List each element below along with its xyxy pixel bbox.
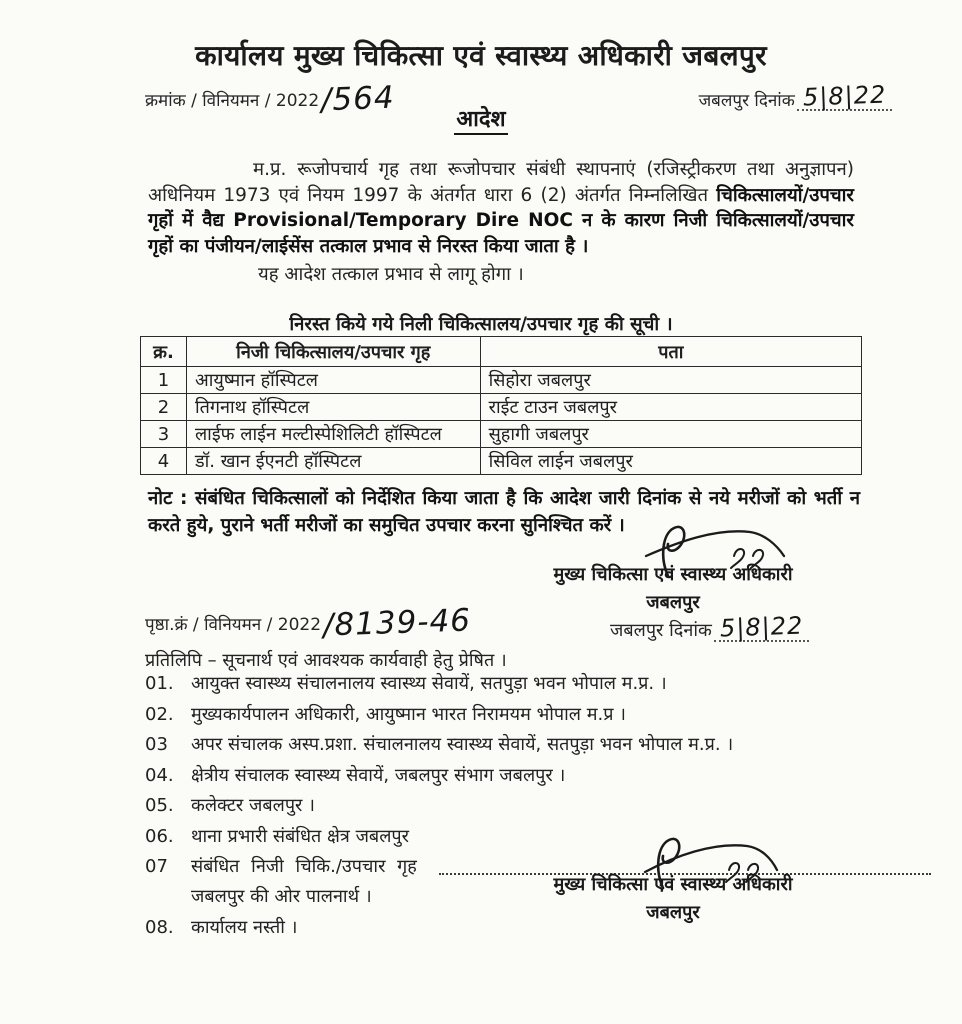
effective-immediately-line: यह आदेश तत्काल प्रभाव से लागू होगा । — [258, 264, 524, 285]
signature-date-line — [714, 611, 809, 643]
cell-serial: 2 — [141, 394, 187, 421]
reference-number-handwritten: /564 — [320, 79, 396, 119]
header-address: पता — [480, 337, 861, 367]
header-hospital: निजी चिकित्सालय/उपचार गृह — [186, 337, 480, 367]
signature-block-bottom — [518, 872, 828, 924]
signature-block-top — [518, 562, 828, 614]
copy-forwarded-line: प्रतिलिपि – सूचनार्थ एवं आवश्यक कार्यवाही हेतु प्रेषित । — [145, 650, 507, 671]
list-item — [145, 672, 935, 696]
signature-date-row — [610, 611, 809, 643]
table-header-row — [141, 337, 862, 367]
list-item-text: क्षेत्रीय संचालक स्वास्थ्य सेवायें, जबलपुर संभाग जबलपुर । — [191, 764, 566, 786]
cell-address: सिविल लाईन जबलपुर — [480, 448, 861, 475]
cell-serial: 1 — [141, 367, 187, 394]
table-row — [141, 367, 862, 394]
note-label: नोट : — [148, 488, 188, 509]
signatory-place: जबलपुर — [646, 592, 700, 613]
cell-serial: 3 — [141, 421, 187, 448]
cell-address: सुहागी जबलपुर — [480, 421, 861, 448]
table-caption: निरस्त किये गये निली चिकित्सालय/उपचार गृह की सूची । — [289, 314, 673, 335]
list-item — [145, 703, 935, 727]
cancelled-hospitals-table — [140, 336, 862, 475]
cell-hospital: डॉ. खान ईएनटी हॉस्पिटल — [186, 448, 480, 475]
list-item-text: मुख्यकार्यपालन अधिकारी, आयुष्मान भारत निरामयम भोपाल म.प्र । — [191, 703, 626, 725]
signatory-place: जबलपुर — [646, 902, 700, 923]
list-item — [145, 825, 935, 849]
table-row — [141, 448, 862, 475]
list-item-number: 01. — [145, 673, 174, 694]
list-item-text: संबंधित निजी चिकि./उपचार गृह — [191, 856, 417, 877]
table-row — [141, 394, 862, 421]
issue-date-handwritten: 5|8|22 — [802, 80, 887, 112]
list-item-text-line2: जबलपुर की ओर पालनार्थ । — [191, 886, 372, 907]
issue-date-label: जबलपुर दिनांक — [698, 91, 795, 111]
list-item-number: 06. — [145, 825, 174, 847]
list-item — [145, 764, 935, 788]
order-heading — [0, 103, 962, 133]
list-item-text: कलेक्टर जबलपुर । — [191, 795, 315, 816]
list-item-text: आयुक्त स्वास्थ्य संचालनालय स्वास्थ्य सेवायें, सतपुड़ा भवन भोपाल म.प्र. । — [191, 673, 667, 694]
cell-hospital: तिगनाथ हॉस्पिटल — [186, 394, 480, 421]
list-item-text: थाना प्रभारी संबंधित क्षेत्र जबलपुर — [191, 825, 409, 847]
note-paragraph — [148, 486, 860, 539]
dispatch-reference — [145, 602, 472, 644]
cell-address: सिहोरा जबलपुर — [480, 367, 861, 394]
order-body-bold: चिकित्सालयों/उपचार गृहों में वैद्य Provisional/Temporary Dire NOC न के कारण निजी चिकित्सालयों/उपचार गृहों का पंजीयन/लाईसेंस तत्काल प्रभाव से निरस्त किया जाता है । — [148, 184, 854, 257]
order-body-paragraph — [148, 157, 854, 259]
cell-address: राईट टाउन जबलपुर — [480, 394, 861, 421]
list-item-number: 05. — [145, 795, 174, 816]
cell-hospital: आयुष्मान हॉस्पिटल — [186, 367, 480, 394]
list-item-text: अपर संचालक अस्प.प्रशा. संचालनालय स्वास्थ्य सेवायें, सतपुड़ा भवन भोपाल म.प्र. । — [191, 734, 734, 755]
list-item-number: 04. — [145, 764, 174, 786]
signature-date-handwritten: 5|8|22 — [719, 611, 804, 643]
cell-serial: 4 — [141, 448, 187, 475]
list-item-number: 02. — [145, 703, 174, 725]
order-body-regular: म.प्र. रूजोपचार्य गृह तथा रूजोपचार संबंधी स्थापनाएं (रजिस्ट्रीकरण तथा अनुज्ञापन) अधिनियम 1973 एवं नियम 1997 के अंतर्गत धारा 6 (2) अंतर्गत निम्नलिखित — [148, 159, 854, 206]
office-title: कार्यालय मुख्य चिकित्सा एवं स्वास्थ्य अधिकारी जबलपुर — [195, 39, 767, 72]
header-serial: क्र. — [141, 337, 187, 367]
dispatch-reference-handwritten: /8139-46 — [322, 602, 472, 644]
reference-number-label: क्रमांक / विनियमन / 2022 — [145, 91, 320, 111]
signature-date-label: जबलपुर दिनांक — [610, 620, 712, 641]
table-row — [141, 421, 862, 448]
list-item — [145, 794, 935, 818]
signatory-designation: मुख्य चिकित्सा एवं स्वास्थ्य अधिकारी — [553, 564, 793, 585]
cell-hospital: लाईफ लाईन मल्टीस्पेशिलिटी हॉस्पिटल — [186, 421, 480, 448]
list-item-number: 03 — [145, 734, 168, 755]
signatory-designation: मुख्य चिकित्सा एवं स्वास्थ्य अधिकारी — [553, 874, 793, 895]
list-item-number: 07 — [145, 856, 168, 877]
note-text: संबंधित चिकित्सालों को निर्देशित किया जाता है कि आदेश जारी दिनांक से नये मरीजों को भर्ती न करते हुये, पुराने भर्ती मरीजों का समुचित उपचार करना सुनिश्चित करें । — [148, 488, 860, 536]
dispatch-reference-label: पृष्ठा.क्रं / विनियमन / 2022 — [145, 615, 322, 635]
list-item-number: 08. — [145, 916, 174, 938]
list-item — [145, 733, 935, 757]
order-heading-text: आदेश — [454, 107, 507, 135]
list-item-text: कार्यालय नस्ती । — [191, 916, 298, 938]
